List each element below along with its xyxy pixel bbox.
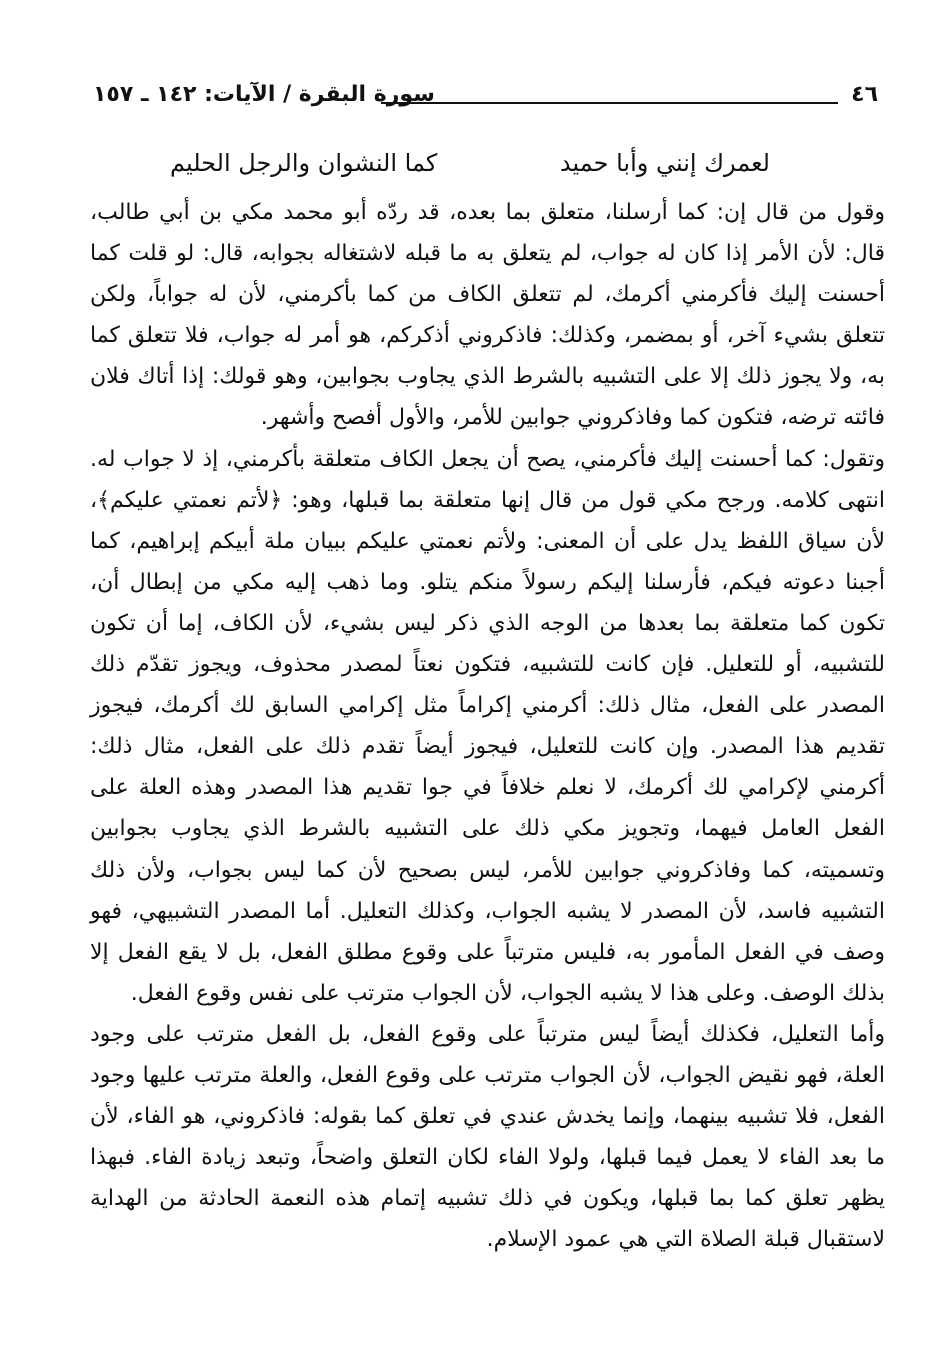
verse-first-hemistich: لعمرك إنني وأبا حميد [559,149,770,177]
body-text [90,192,885,1260]
header-title: سورة البقرة / الآيات: ١٤٢ ـ ١٥٧ [93,82,435,107]
page-number: ٤٦ [851,82,878,107]
running-header [93,80,878,114]
verse-second-hemistich: كما النشوان والرجل الحليم [170,149,438,177]
paragraph: وقول من قال إن: كما أرسلنا، متعلق بما بعده، قد ردّه أبو محمد مكي بن أبي طالب، قال: لأن الأمر إذا كان له جواب، لم يتعلق به ما قبله لاشتغاله بجوابه، قال: لو قلت كما أحسنت إليك فأكرمني أكرمك، لم تتعلق الكاف من كما بأكرمني، لأن له جواباً، ولكن تتعلق بشيء آخر، أو بمضمر، وكذلك: فاذكروني أذكركم، هو أمر له جواب، فلا تتعلق كما به، ولا يجوز ذلك إلا على التشبيه بالشرط الذي يجاوب بجوابين، وهو قولك: إذا أتاك فلان فائته ترضه، فتكون كما وفاذكروني جوابين للأمر، والأول أفصح وأشهر. [90,200,885,431]
paragraph: وأما التعليل، فكذلك أيضاً ليس مترتباً على وقوع الفعل، بل الفعل مترتب على وجود العلة، فهو نقيض الجواب، لأن الجواب مترتب على وقوع الفعل، والعلة مترتب عليها وجود الفعل، فلا تشبيه بينهما، وإنما يخدش عندي في تعلق كما بقوله: فاذكروني، هو الفاء، لأن ما بعد الفاء لا يعمل فيما قبلها، ولولا الفاء لكان التعلق واضحاً، وتبعد زيادة الفاء. فبهذا يظهر تعلق كما بما قبلها، ويكون في ذلك تشبيه إتمام هذه النعمة الحادثة من الهداية لاستقبال قبلة الصلاة التي هي عمود الإسلام. [90,1021,885,1253]
poetry-verse [170,146,770,182]
header-rule [381,102,838,104]
paragraph: وتقول: كما أحسنت إليك فأكرمني، يصح أن يجعل الكاف متعلقة بأكرمني، إذ لا جواب له. انتهى كلامه. ورجح مكي قول من قال إنها متعلقة بما قبلها، وهو: ﴿لأتم نعمتي عليكم﴾، لأن سياق اللفظ يدل على أن المعنى: ولأتم نعمتي عليكم ببيان ملة أبيكم إبراهيم، كما أجبنا دعوته فيكم، فأرسلنا إليكم رسولاً منكم يتلو. وما ذهب إليه مكي من إبطال أن، تكون كما متعلقة بما بعدها من الوجه الذي ذكر ليس بشيء، لأن الكاف، إما أن تكون للتشبيه، أو للتعليل. فإن كانت للتشبيه، فتكون نعتاً لمصدر محذوف، ويجوز تقدّم ذلك المصدر على الفعل، مثال ذلك: أكرمني إكراماً مثل إكرامي السابق لك أكرمك، فيجوز تقديم هذا المصدر. وإن كانت للتعليل، فيجوز أيضاً تقدم ذلك على الفعل، مثال ذلك: أكرمني لإكرامي لك أكرمك، لا نعلم خلافاً في جوا تقديم هذا المصدر وهذه العلة على الفعل العامل فيهما، وتجويز مكي ذلك على التشبيه بالشرط الذي يجاوب بجوابين وتسميته، كما وفاذكروني جوابين للأمر، ليس بصحيح لأن كما ليس بجواب، ولأن ذلك التشبيه فاسد، لأن المصدر لا يشبه الجواب، وكذلك التعليل. أما المصدر التشبيهي، فهو وصف في الفعل المأمور به، فليس مترتباً على وقوع مطلق الفعل، بل لا يقع الفعل إلا بذلك الوصف. وعلى هذا لا يشبه الجواب، لأن الجواب مترتب على نفس وقوع الفعل. [90,446,885,1006]
